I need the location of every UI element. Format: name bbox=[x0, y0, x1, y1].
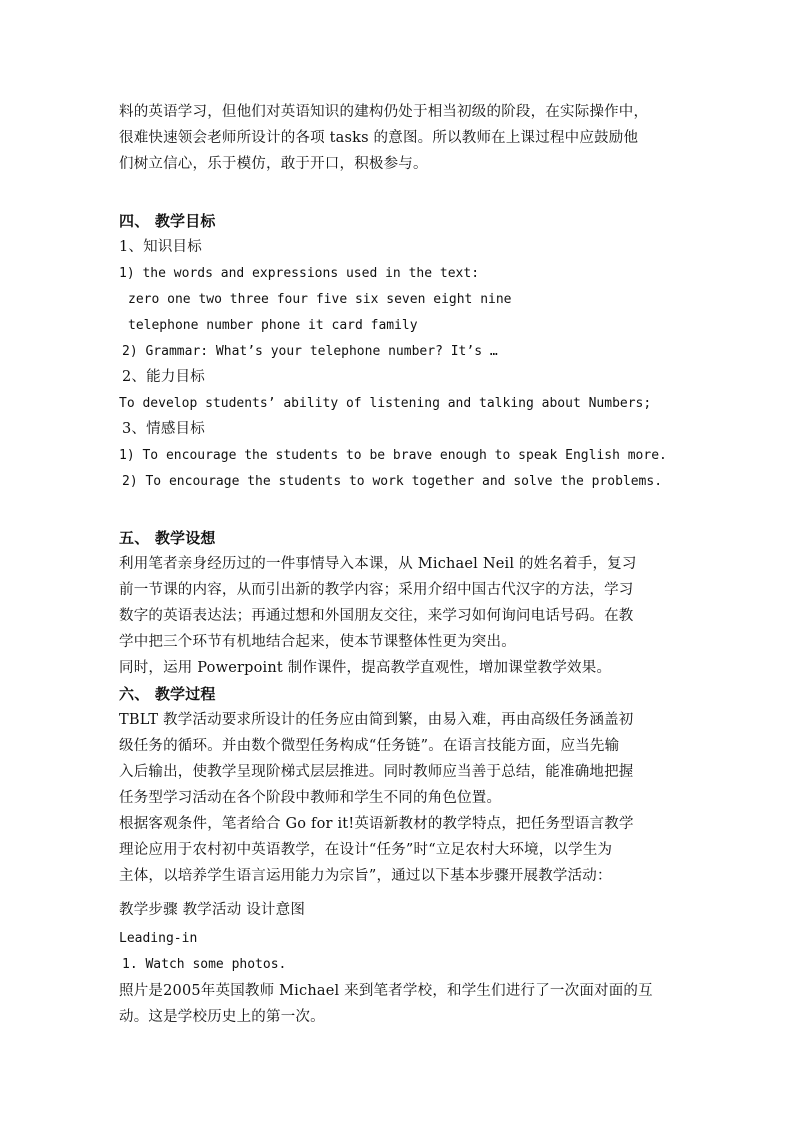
subheading-knowledge: 1、知识目标 bbox=[119, 239, 202, 255]
emotion-item: 1) To encourage the students to be brave enough to speak English more. bbox=[119, 448, 667, 463]
word-list: zero one two three four five six seven eight nine bbox=[128, 292, 512, 307]
objective-item: 1) the words and expressions used in the text: bbox=[119, 266, 480, 281]
paragraph-line: 同时，运用 Powerpoint 制作课件，提高教学直观性，增加课堂教学效果。 bbox=[119, 660, 612, 676]
paragraph-line: 照片是2005年英国教师 Michael 来到笔者学校，和学生们进行了一次面对面的互 bbox=[119, 983, 653, 999]
paragraph-line: 料的英语学习，但他们对英语知识的建构仍处于相当初级的阶段，在实际操作中， bbox=[119, 104, 649, 120]
paragraph-line: 主体，以培养学生语言运用能力为宗旨”，通过以下基本步骤开展教学活动： bbox=[119, 868, 612, 884]
section-heading-process: 六、 教学过程 bbox=[119, 685, 216, 703]
subheading-emotion: 3、情感目标 bbox=[122, 421, 205, 437]
paragraph-line: 学中把三个环节有机地结合起来，使本节课整体性更为突出。 bbox=[119, 634, 516, 650]
paragraph-line: 理论应用于农村初中英语教学，在设计“任务”时“立足农村大环境，以学生为 bbox=[119, 842, 613, 858]
paragraph-line: 任务型学习活动在各个阶段中教师和学生不同的角色位置。 bbox=[119, 790, 502, 806]
section-heading-objectives: 四、 教学目标 bbox=[119, 212, 216, 230]
paragraph-line: 级任务的循环。并由数个微型任务构成“任务链”。在语言技能方面，应当先输 bbox=[119, 738, 620, 754]
paragraph-line: 数字的英语表达法；再通过想和外国朋友交往，来学习如何询问电话号码。在教 bbox=[119, 608, 634, 624]
step-leading-in: Leading-in bbox=[119, 931, 198, 946]
paragraph-line: 动。这是学校历史上的第一次。 bbox=[119, 1009, 325, 1025]
ability-text: To develop students’ ability of listening and talking about Numbers; bbox=[119, 396, 652, 411]
step-item: 1. Watch some photos. bbox=[122, 957, 287, 972]
paragraph-line: 们树立信心，乐于模仿，敢于开口，积极参与。 bbox=[119, 156, 428, 172]
paragraph-line: 利用笔者亲身经历过的一件事情导入本课，从 Michael Neil 的姓名着手，复习 bbox=[119, 556, 637, 572]
section-heading-design: 五、 教学设想 bbox=[119, 529, 216, 547]
paragraph-line: 很难快速领会老师所设计的各项 tasks 的意图。所以教师在上课过程中应鼓励他 bbox=[119, 130, 639, 146]
emotion-item: 2) To encourage the students to work together and solve the problems. bbox=[122, 474, 663, 489]
word-list: telephone number phone it card family bbox=[128, 318, 418, 333]
paragraph-line: 根据客观条件，笔者给合 Go for it!英语新教材的教学特点，把任务型语言教学 bbox=[119, 816, 634, 832]
paragraph-line: 前一节课的内容，从而引出新的教学内容；采用介绍中国古代汉字的方法，学习 bbox=[119, 582, 634, 598]
paragraph-line: 入后输出，使教学呈现阶梯式层层推进。同时教师应当善于总结，能准确地把握 bbox=[119, 764, 634, 780]
paragraph-line: TBLT 教学活动要求所设计的任务应由简到繁，由易入难，再由高级任务涵盖初 bbox=[119, 712, 634, 728]
table-header: 教学步骤 教学活动 设计意图 bbox=[119, 902, 306, 918]
objective-item: 2) Grammar: What’s your telephone number? It’s … bbox=[122, 344, 498, 359]
subheading-ability: 2、能力目标 bbox=[122, 369, 205, 385]
